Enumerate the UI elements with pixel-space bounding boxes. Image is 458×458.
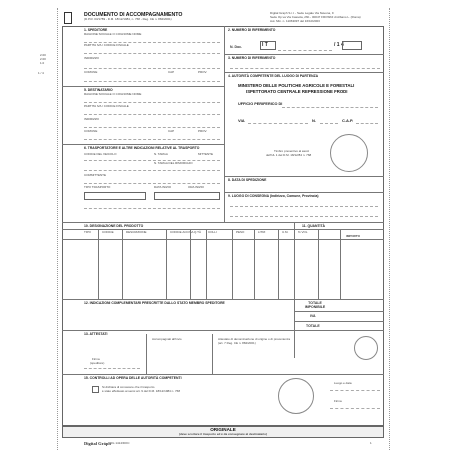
office-line — [282, 107, 378, 108]
section-1-title: 1. SPEDITORE — [84, 28, 108, 32]
s9-line-1 — [230, 206, 378, 207]
publisher-line-2: Sede Op.va Via Cassola, 26b - 00047 FROSINI di Albano L. (Roma) — [270, 15, 361, 19]
s6-label-6: TIPO TRASPORTO — [84, 185, 111, 189]
doc-number-label: N. Doc. — [230, 45, 243, 49]
section-13-title: 13. ATTESTATI — [84, 332, 108, 336]
luogo-label: Luogo e data — [334, 381, 352, 385]
s5-label-cap: CAP — [168, 129, 175, 133]
corner-mark — [64, 12, 72, 24]
s6-label-8: ORA INIZIO — [188, 185, 205, 189]
ministry-line-2: ISPETTORATO CENTRALE REPRESSIONE FRODI — [246, 89, 348, 94]
s6-label-4: N. TARGA DEL RIMORCHIO — [154, 161, 193, 165]
publisher-line-3: Aut. Min. n. 11063097 del 16/10/2003 — [270, 19, 320, 23]
via-line — [248, 123, 308, 124]
table-col-10 — [318, 229, 319, 299]
n-line — [320, 123, 338, 124]
section-11-title: 11. QUANTITÀ — [302, 224, 325, 228]
firma-label: Firma — [92, 357, 100, 361]
stamp-caption-2: dell'UL 1 del D.M. 18/12/84 n. 768 — [266, 153, 312, 157]
s5-label-address: INDIRIZZO — [84, 117, 99, 121]
firma-sub: (speditore) — [90, 361, 105, 365]
table-col-6 — [232, 229, 233, 299]
col-codice: CODICE — [102, 230, 114, 234]
s6-label-7: DATA INIZIO — [154, 185, 172, 189]
section-8-title: 8. DATA DI SPEDIZIONE — [228, 178, 267, 182]
page-number: 1 — [370, 441, 372, 445]
totals-line-1 — [294, 311, 384, 312]
s3-line — [230, 68, 380, 69]
col-peso: PESO — [236, 230, 245, 234]
footer-code: DG 1414/DOC — [110, 441, 130, 445]
form-subtitle: (D.P.R. 03/1789 - D.M. 18/12/1984, n. 768 - Reg. CE n. 884/2001) — [84, 17, 172, 21]
table-col-5 — [206, 229, 207, 299]
s5-line-2 — [84, 114, 220, 115]
office-label: UFFICIO PERIFERICO DI — [238, 102, 283, 106]
s8-top — [224, 176, 384, 177]
margin-code-mid: 1 / 4 — [38, 71, 44, 75]
s5-line-1 — [84, 102, 220, 103]
table-col-9 — [294, 222, 295, 358]
s15-sub-2: è stato effettuato ai sensi art. 9 del D.M. 18/12/1984 n. 768 — [102, 389, 180, 393]
s5-label-vat: PARTITA IVA / CODICE FISCALE — [84, 104, 129, 108]
s1-label-cap: CAP — [168, 70, 175, 74]
section-10-title: 10. DESIGNAZIONE DEL PRODOTTO — [84, 224, 144, 228]
col-um: U.M. — [282, 230, 289, 234]
section-2-title: 2. NUMERO DI RIFERIMENTO — [228, 28, 276, 32]
section-6-title: 6. TRASPORTATORE E ALTRE INDICAZIONI RELATIVE AL TRASPORTO — [84, 146, 200, 150]
section-3-title: 3. NUMERO DI RIFERIMENTO — [228, 56, 276, 60]
luogo-line — [330, 390, 380, 391]
ministry-line-1: MINISTERO DELLE POLITICHE AGRICOLE E FORESTALI — [238, 83, 355, 88]
s13-sub-2: Attestato di denominazione di origine o di provenienza — [218, 337, 291, 341]
margin-code-3: 1.0 — [40, 61, 45, 65]
s6-label-5: COMMITTENTE — [84, 173, 106, 177]
col-litri: LITRI — [258, 230, 266, 234]
publisher-line-1: Digital Graph S.r.l. - Sede Legale Via Navona, 9 — [270, 11, 334, 15]
s6-box-b — [154, 192, 220, 200]
s15-sub-1: Si dichiara di conoscere che il trasporto — [102, 385, 155, 389]
form-sheet — [62, 8, 384, 450]
s1-label-name: RAGIONE SOCIALE O COGNOME NOME — [84, 32, 142, 36]
s12-bottom — [62, 330, 384, 331]
table-col-8 — [278, 229, 279, 299]
n-label: N. — [312, 118, 316, 123]
s6-line-3 — [84, 183, 220, 184]
s5-bottom — [62, 144, 224, 145]
s5-label-prov: PROV. — [198, 129, 208, 133]
s13-bottom — [62, 374, 384, 375]
table-col-1 — [98, 229, 99, 299]
s1-line-3 — [84, 68, 220, 69]
table-col-11 — [340, 229, 341, 299]
totale-imponibile: TOTALE IMPONIBILE — [304, 301, 326, 309]
section-12-title: 12. INDICAZIONI COMPLEMENTARI PRESCRITTE DALLO STATO MEMBRO SPEDITORE — [84, 301, 225, 305]
s5-line-4 — [84, 139, 220, 140]
originale-sub: (deve scortare il trasporto ed è da consegnare al destinatario) — [178, 432, 268, 436]
s6-line-4 — [84, 208, 220, 209]
s1-line-2 — [84, 53, 220, 54]
section-4-title: 4. AUTORITÀ COMPETENTE DEL LUOGO DI PARTENZA — [228, 74, 319, 78]
s6-label-1: CODICE DEL VEICOLO — [84, 152, 117, 156]
totale-label: TOTALE — [306, 324, 320, 328]
s13-stamp-circle — [354, 336, 378, 360]
s13-sub-1: Accompagnati all'invio — [152, 337, 182, 341]
totals-line-2 — [294, 321, 384, 322]
col-accisa: CODICE ACCISA — [170, 230, 194, 234]
section-5-title: 5. DESTINATARIO — [84, 88, 113, 92]
s15-stamp-circle — [278, 378, 314, 414]
table-bottom — [62, 299, 384, 300]
firma-line — [84, 368, 140, 369]
s1-label-address: INDIRIZZO — [84, 56, 99, 60]
s13-divider-2 — [212, 334, 213, 374]
s5-line-3 — [84, 127, 220, 128]
margin-code-1: 2.00 — [40, 53, 46, 57]
s3-bottom — [224, 72, 384, 73]
originale-title: ORIGINALE — [210, 427, 236, 432]
s15-checkbox[interactable] — [92, 386, 99, 393]
stamp-caption-1: Timbro preventivo al ascol — [274, 149, 309, 153]
s5-label-name: RAGIONE SOCIALE O COGNOME NOME — [84, 92, 142, 96]
margin-code-2: 2.00 — [40, 57, 46, 61]
col-qta: Q.TÀ — [194, 230, 202, 234]
firma2-label: Firma — [334, 399, 342, 403]
s13-sub-3: (art. 7 Reg. CE n. 884/2001) — [218, 341, 256, 345]
s1-label-comune: COMUNE — [84, 70, 98, 74]
doc-suffix-box — [342, 41, 362, 50]
s1-label-vat: PARTITA IVA / CODICE FISCALE — [84, 43, 129, 47]
iva-label: IVA — [310, 314, 316, 318]
stamp-circle — [330, 134, 368, 172]
cap-line — [356, 123, 378, 124]
cap-label: C.A.P. — [342, 118, 354, 123]
s2-bottom — [224, 54, 384, 55]
s9-top — [224, 192, 384, 193]
col-tipo: TIPO — [84, 230, 92, 234]
section-15-title: 15. CONTROLLI AD OPERA DELLE AUTORITÀ COMPETENTI — [84, 376, 182, 380]
firma2-line — [330, 408, 380, 409]
s1-label-prov: PROV. — [198, 70, 208, 74]
table-col-3 — [166, 229, 167, 299]
table-col-4 — [190, 229, 191, 299]
s6-label-3: MITTENTE — [198, 152, 213, 156]
s6-box-a — [84, 192, 146, 200]
perforation-left — [57, 8, 58, 450]
s1-bottom — [62, 86, 224, 87]
table-col-7 — [254, 229, 255, 299]
col-importo: IMPORTO — [346, 234, 360, 238]
col-descrizione: DESCRIZIONE — [126, 230, 147, 234]
col-colli: COLLI — [208, 230, 217, 234]
s5-label-comune: COMUNE — [84, 129, 98, 133]
form-title: DOCUMENTO DI ACCOMPAGNAMENTO — [84, 12, 183, 18]
perforation-right — [389, 8, 390, 450]
s9-line-2 — [230, 216, 378, 217]
s6-line-2 — [84, 170, 220, 171]
table-col-2 — [122, 229, 123, 299]
table-top — [62, 222, 384, 223]
left-margin — [40, 8, 54, 450]
s13-divider-1 — [146, 334, 147, 374]
doc-prefix: I T — [262, 42, 268, 48]
via-label: VIA — [238, 118, 245, 123]
table-header-line-2 — [62, 239, 384, 240]
col-vol: % VOL — [298, 230, 308, 234]
s1-line-4 — [84, 81, 220, 82]
doc-suffix: / 1 4 — [334, 42, 344, 48]
s6-label-2: N. TARGA — [154, 152, 168, 156]
section-9-title: 9. LUOGO DI CONSEGNA (Indirizzo, Comune, Provincia) — [228, 194, 319, 198]
s6-line-1 — [84, 160, 220, 161]
brand-logo: Digital Gráph — [84, 441, 111, 446]
doc-number-line — [278, 50, 332, 51]
